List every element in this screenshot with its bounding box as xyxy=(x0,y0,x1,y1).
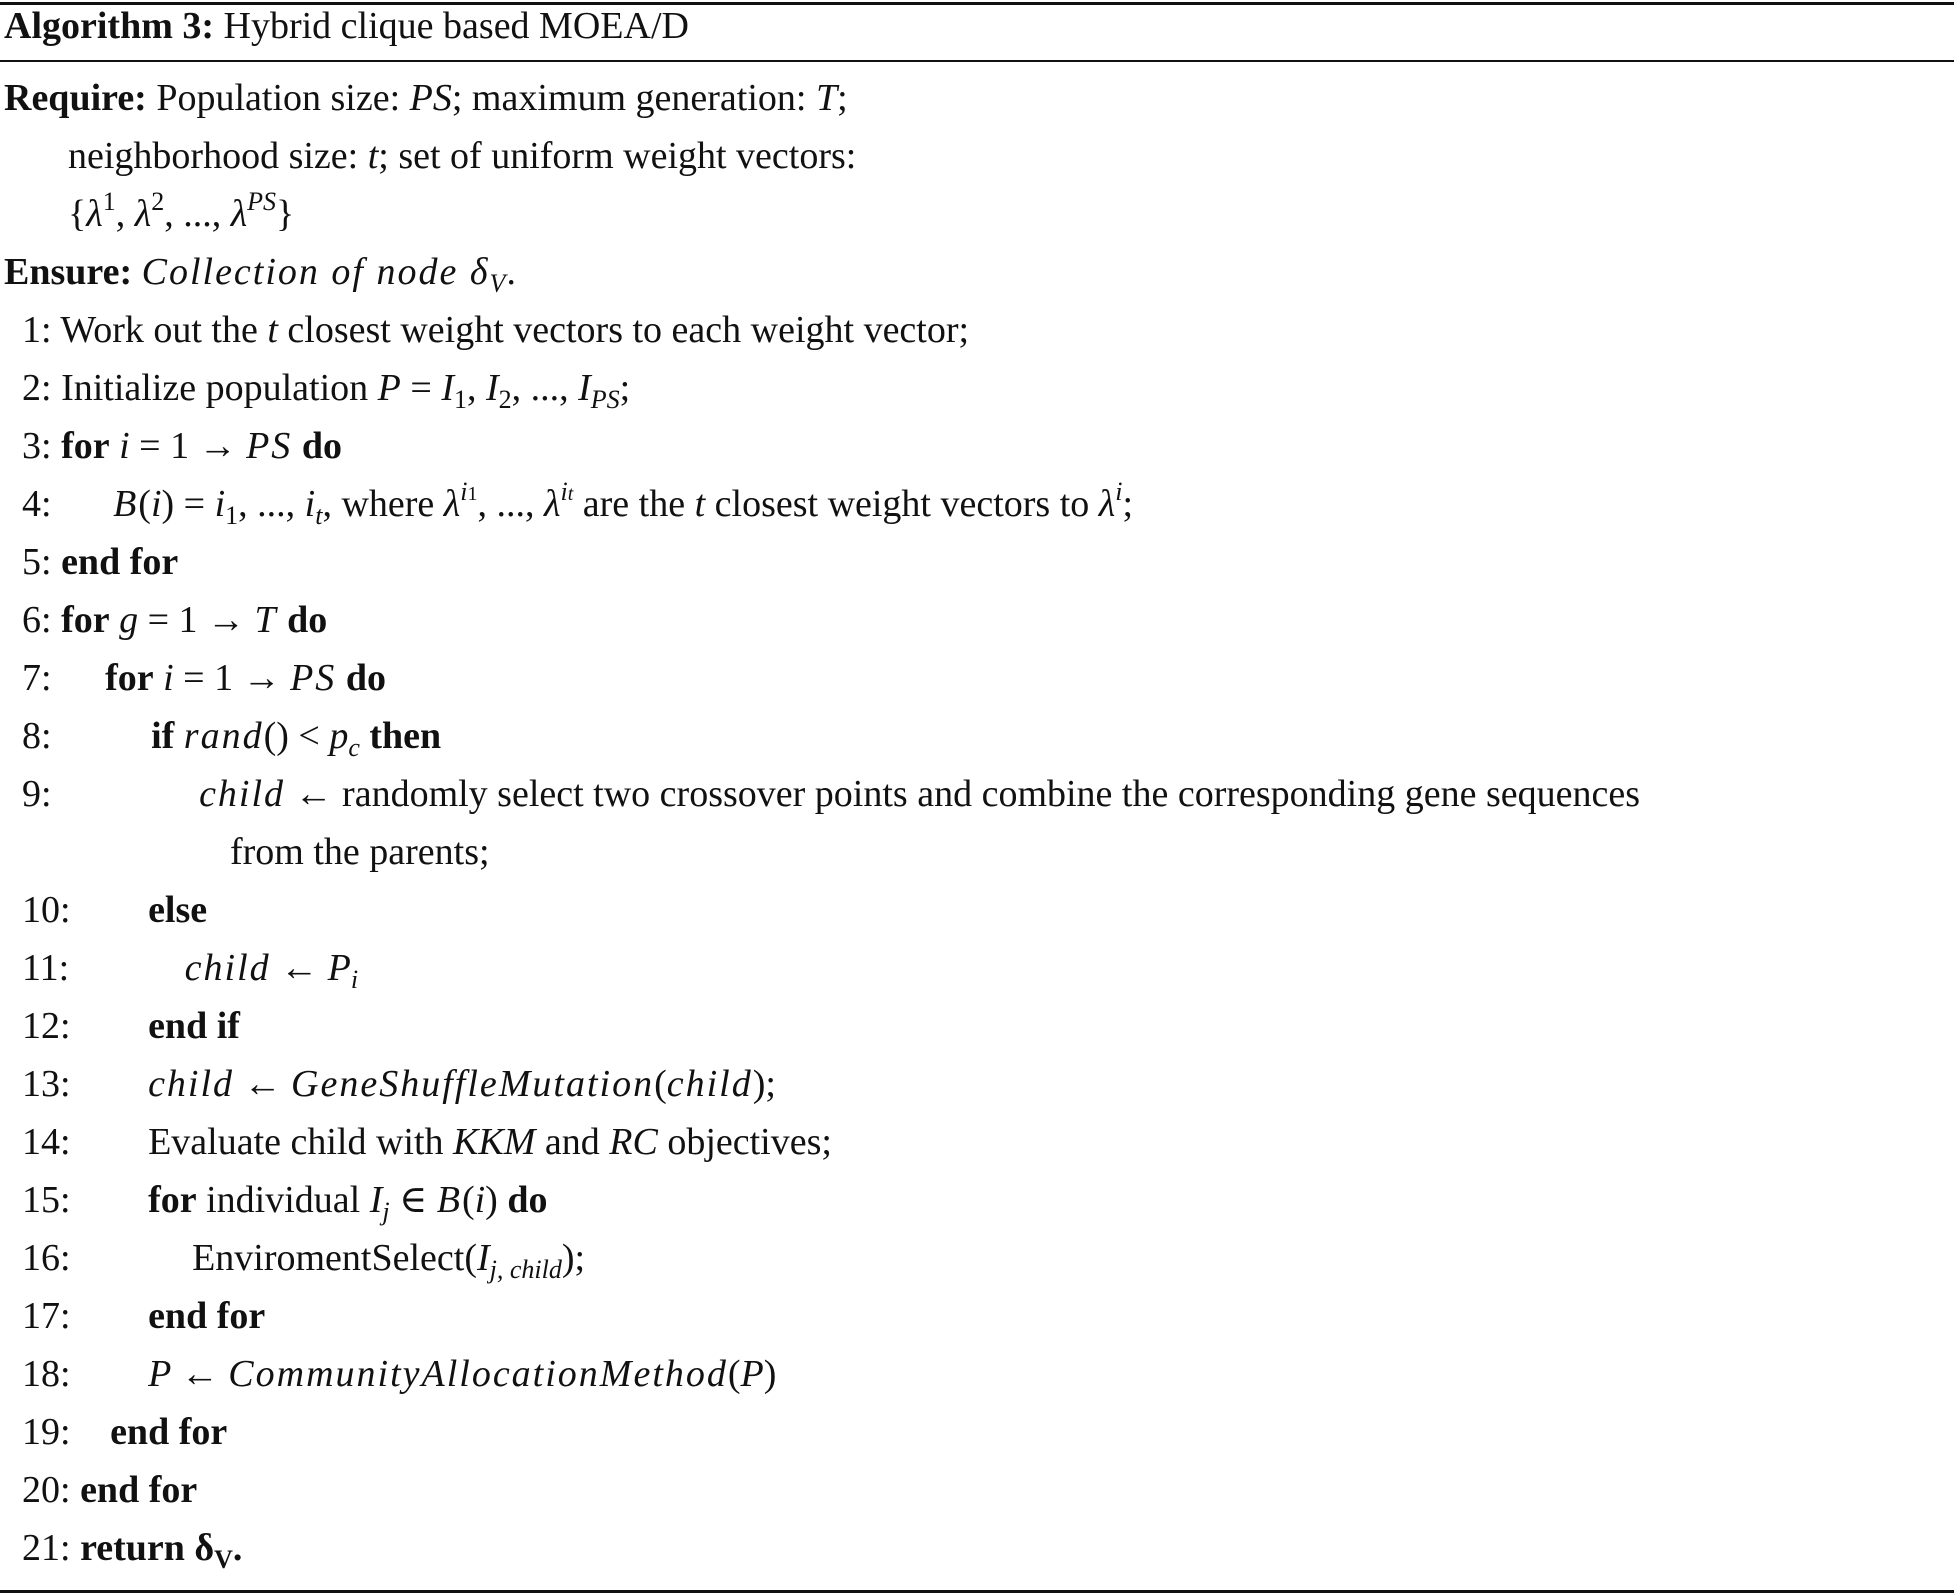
step-number: 13: xyxy=(22,1063,71,1105)
step-number: 8: xyxy=(22,715,52,757)
step-13: 13: child ← GeneShuffleMutation(child); xyxy=(22,1063,776,1105)
step-number: 11: xyxy=(22,947,70,989)
require-line-2: neighborhood size: t; set of uniform weight vectors: xyxy=(68,135,857,177)
step-number: 19: xyxy=(22,1411,71,1453)
step-5: 5: end for xyxy=(22,541,179,583)
algorithm-label: Algorithm 3: xyxy=(4,5,215,47)
step-number: 17: xyxy=(22,1295,71,1337)
step-2: 2: Initialize population $P = I_1$, $I_2$, ..., $I_{PS}$; xyxy=(22,367,631,414)
step-number: 1: xyxy=(22,309,52,351)
step-number: 18: xyxy=(22,1353,71,1395)
step-number: 2: xyxy=(22,367,52,409)
step-16: 16: $EnviromentSelect(I_{j, child})$; xyxy=(22,1237,586,1284)
step-number: 16: xyxy=(22,1237,71,1279)
require-keyword: Require: xyxy=(4,77,147,119)
step-17: 17: end for xyxy=(22,1295,266,1337)
step-1: 1: Work out the t closest weight vectors to each weight vector; xyxy=(22,309,970,351)
step-number: 14: xyxy=(22,1121,71,1163)
step-number: 7: xyxy=(22,657,52,699)
step-4: 4: $B(i) = i_1$, ..., $i_t$, where $\lambda^{i1}$, ..., $\lambda^{it}$ are the t closest weight vectors to $\lambda^i$; xyxy=(22,477,1134,530)
step-number: 21: xyxy=(22,1527,71,1569)
step-12: 12: end if xyxy=(22,1005,240,1047)
ensure-line xyxy=(4,250,519,298)
step-21: 21: return $\delta_V$. xyxy=(22,1527,243,1574)
step-10: 10: else xyxy=(22,889,208,931)
step-14: 14: Evaluate child with KKM and RC objectives; xyxy=(22,1121,832,1163)
step-number: 5: xyxy=(22,541,52,583)
step-number: 12: xyxy=(22,1005,71,1047)
require-line-3: {$\lambda^1$, $\lambda^2$, ..., $\lambda^{PS}$} xyxy=(68,187,295,235)
step-number: 4: xyxy=(22,483,52,525)
step-8: 8: if rand() < $p_c$ then xyxy=(22,715,442,762)
bottom-rule xyxy=(0,1590,1954,1593)
step-number: 6: xyxy=(22,599,52,641)
step-number: 3: xyxy=(22,425,52,467)
step-7: 7: for i = 1 → PS do xyxy=(22,657,386,699)
step-number: 9: xyxy=(22,773,52,815)
step-20: 20: end for xyxy=(22,1469,198,1511)
step-number: 15: xyxy=(22,1179,71,1221)
step-11: 11: child ← $P_i$ xyxy=(22,947,359,994)
step-15: 15: for individual $I_j$ ∈ B(i) do xyxy=(22,1179,548,1226)
ensure-keyword: Ensure: xyxy=(4,251,133,293)
step-number: 10: xyxy=(22,889,71,931)
ensure-text: Collection of node $\delta_V$. xyxy=(141,251,519,298)
header-rule xyxy=(0,60,1954,62)
require-line-1 xyxy=(4,76,848,120)
step-6: 6: for g = 1 → T do xyxy=(22,599,328,641)
step-number: 20: xyxy=(22,1469,71,1511)
step-3: 3: for i = 1 → PS do xyxy=(22,425,342,467)
algorithm-header xyxy=(4,4,689,48)
step-9: 9: child ← randomly select two crossover points and combine the corresponding gene sequences xyxy=(22,773,1641,815)
algorithm-title: Hybrid clique based MOEA/D xyxy=(223,5,689,47)
step-19: 19: end for xyxy=(22,1411,228,1453)
step-18: 18: P ← CommunityAllocationMethod(P) xyxy=(22,1353,777,1395)
require-text-part1: Population size: PS; maximum generation: T; xyxy=(156,77,848,119)
step-9-continued: from the parents; xyxy=(230,831,490,873)
